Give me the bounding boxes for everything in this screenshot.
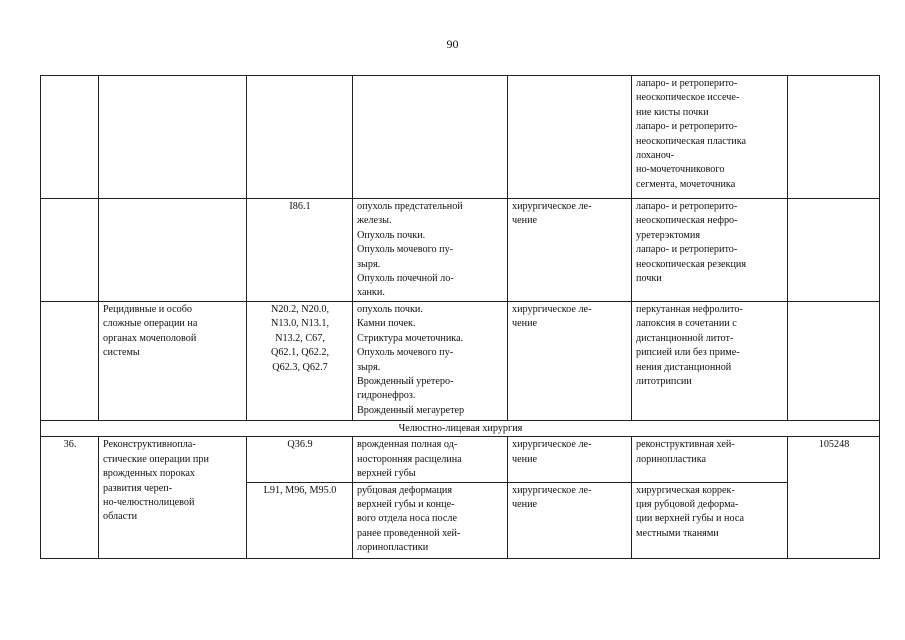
row-number-cell	[41, 302, 99, 421]
icd-codes-cell	[247, 199, 353, 302]
text-line: неоскопическая пластика	[636, 135, 747, 147]
text-line: перкутанная нефролито-	[636, 304, 743, 315]
text-line: чение	[512, 215, 538, 227]
text-line: опухоль почки.	[357, 304, 423, 315]
operation-name-cell	[99, 437, 247, 558]
text-line: вого отдела носа после	[357, 513, 457, 525]
text-line: рубцовая деформация	[357, 484, 453, 496]
text-line: гидронефроз.	[357, 390, 416, 402]
text-line: лапаро- и ретроперито-	[636, 201, 738, 212]
text-line: ции верхней губы и носа	[636, 513, 745, 525]
text-line: хирургическое ле-	[512, 439, 592, 451]
treatment-type-cell	[508, 76, 632, 199]
treatment-method-cell	[632, 76, 788, 199]
text-line: лоханоч-	[636, 150, 675, 162]
treatment-method-cell	[632, 199, 788, 302]
text-line: почки	[636, 273, 662, 285]
medical-care-table	[40, 75, 880, 559]
text-line: Стриктура мочеточника.	[357, 332, 464, 344]
treatment-type-cell	[508, 437, 632, 482]
text-line: Опухоль мочевого пу-	[357, 244, 454, 256]
text-line: зыря.	[357, 361, 381, 373]
text-line: Опухоль мочевого пу-	[357, 347, 454, 359]
text-line: I86.1	[289, 201, 311, 212]
text-line: чение	[512, 499, 538, 511]
text-line: чение	[512, 318, 538, 330]
text-line: Q36.9	[287, 439, 313, 451]
text-line: опухоль предстательной	[357, 201, 463, 212]
text-line: стические операции при	[103, 453, 209, 465]
text-line: Q62.1, Q62.2,	[270, 347, 329, 359]
text-line: органах мочеполовой	[103, 332, 197, 344]
table-row	[41, 76, 880, 199]
treatment-method-cell	[632, 302, 788, 421]
text-line: неоскопическое иссече-	[636, 92, 740, 104]
norm-cell: 105248	[788, 437, 880, 558]
icd-codes-cell	[247, 302, 353, 421]
text-line: лоринопластика	[636, 453, 707, 465]
text-line: лапаро- и ретроперито-	[636, 78, 738, 89]
text-line: Опухоль почечной ло-	[357, 273, 454, 285]
table-row	[41, 302, 880, 421]
text-line: хирургическое ле-	[512, 304, 592, 315]
treatment-type-cell	[508, 482, 632, 558]
text-line: лапаро- и ретроперито-	[636, 121, 738, 133]
table-row	[41, 199, 880, 302]
text-line: Рецидивные и особо	[103, 304, 193, 315]
text-line: но-челюстнолицевой	[103, 497, 195, 509]
text-line: Камни почек.	[357, 318, 416, 330]
patient-model-cell	[353, 302, 508, 421]
text-line: Опухоль почки.	[357, 229, 426, 241]
section-row	[41, 421, 880, 437]
text-line: нения дистанционной	[636, 361, 732, 373]
text-line: Q62.3, Q62.7	[272, 361, 328, 373]
patient-model-cell	[353, 199, 508, 302]
row-number-cell	[41, 76, 99, 199]
text-line: хирургическое ле-	[512, 201, 592, 212]
icd-codes-cell	[247, 76, 353, 199]
icd-codes-cell	[247, 482, 353, 558]
text-line: лапоксия в сочетании с	[636, 318, 737, 330]
text-line: Реконструктивнопла-	[103, 439, 196, 451]
text-line: чение	[512, 453, 538, 465]
text-line: хирургическая коррек-	[636, 484, 735, 496]
text-line: ранее проведенной хей-	[357, 527, 461, 539]
text-line: верхней губы и конце-	[357, 499, 455, 511]
operation-name-cell	[99, 302, 247, 421]
text-line: неоскопическая резекция	[636, 258, 747, 270]
row-number-cell	[41, 199, 99, 302]
text-line: неоскопическая нефро-	[636, 215, 738, 227]
icd-codes-cell	[247, 437, 353, 482]
text-line: ние кисты почки	[636, 106, 709, 118]
text-line: N13.0, N13.1,	[270, 318, 329, 330]
text-line: Врожденный мегауретер	[357, 404, 465, 416]
section-title: Челюстно-лицевая хирургия	[41, 421, 880, 437]
norm-cell	[788, 302, 880, 421]
text-line: области	[103, 511, 138, 523]
text-line: железы.	[357, 215, 392, 227]
page-number: 90	[446, 37, 459, 51]
text-line: L91, M96, M95.0	[263, 484, 337, 496]
operation-name-cell	[99, 76, 247, 199]
text-line: системы	[103, 347, 140, 359]
text-line: ханки.	[357, 287, 385, 299]
patient-model-cell	[353, 482, 508, 558]
text-line: развития череп-	[103, 482, 173, 494]
text-line: рипсией или без приме-	[636, 347, 740, 359]
text-line: местными тканями	[636, 527, 719, 539]
text-line: Врожденный уретеро-	[357, 376, 454, 388]
item-number-cell: 36.	[41, 437, 99, 558]
text-line: врожденная полная од-	[357, 439, 458, 451]
treatment-method-cell	[632, 437, 788, 482]
norm-cell	[788, 76, 880, 199]
text-line: носторонняя расщелина	[357, 453, 462, 465]
text-line: ция рубцовой деформа-	[636, 499, 739, 511]
operation-name-cell	[99, 199, 247, 302]
treatment-method-cell	[632, 482, 788, 558]
text-line: сложные операции на	[103, 318, 198, 330]
text-line: лапаро- и ретроперито-	[636, 244, 738, 256]
text-line: лоринопластики	[357, 542, 429, 554]
patient-model-cell	[353, 76, 508, 199]
text-line: врожденных пороках	[103, 468, 196, 480]
text-line: уретерэктомия	[636, 229, 701, 241]
text-line: реконструктивная хей-	[636, 439, 735, 451]
text-line: N20.2, N20.0,	[270, 304, 329, 315]
text-line: N13.2, C67,	[275, 332, 325, 344]
text-line: литотрипсии	[636, 376, 692, 388]
text-line: верхней губы	[357, 468, 416, 480]
text-line: дистанционной литот-	[636, 332, 734, 344]
patient-model-cell	[353, 437, 508, 482]
treatment-type-cell	[508, 199, 632, 302]
text-line: сегмента, мочеточника	[636, 178, 736, 190]
table-row	[41, 437, 880, 482]
text-line: зыря.	[357, 258, 381, 270]
treatment-type-cell	[508, 302, 632, 421]
text-line: хирургическое ле-	[512, 484, 592, 496]
norm-cell	[788, 199, 880, 302]
text-line: но-мочеточникового	[636, 164, 725, 176]
